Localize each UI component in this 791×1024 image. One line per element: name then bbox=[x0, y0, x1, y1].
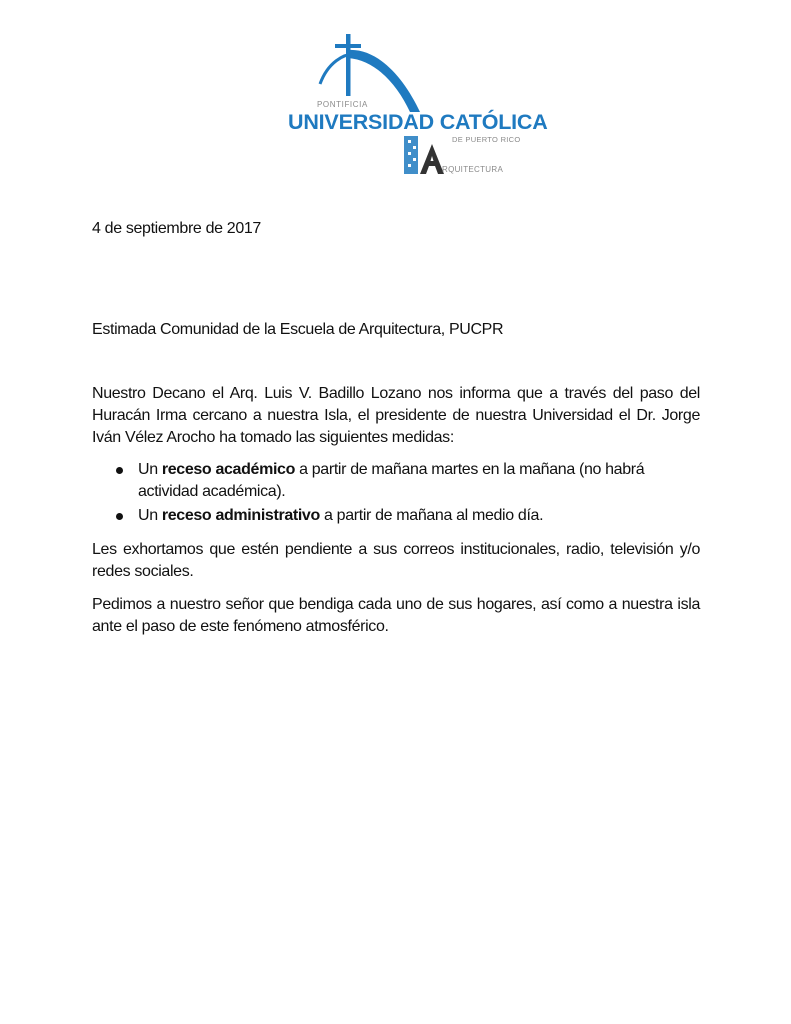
measures-list bbox=[112, 459, 700, 529]
bullet-bold-text: receso académico bbox=[161, 461, 296, 478]
letter-date: 4 de septiembre de 2017 bbox=[92, 220, 261, 237]
logo-pontificia-text: PONTIFICIA bbox=[317, 100, 368, 109]
bullet-icon bbox=[116, 467, 123, 474]
letter-paragraph-3: Pedimos a nuestro señor que bendiga cada uno de sus hogares, así como a nuestra isla ante el paso de este fenómeno atmosférico. bbox=[92, 596, 700, 635]
bullet-bold-text: receso administrativo bbox=[161, 507, 320, 524]
bullet-prefix: Un bbox=[138, 461, 162, 478]
bullet-suffix: a partir de mañana martes en la mañana (no habrá actividad académica). bbox=[138, 461, 645, 500]
bullet-prefix: Un bbox=[138, 507, 162, 524]
list-item bbox=[112, 505, 700, 527]
letter-paragraph-2: Les exhortamos que estén pendiente a sus correos institucionales, radio, televisión y/o redes sociales. bbox=[92, 541, 700, 580]
letter-paragraph-1: Nuestro Decano el Arq. Luis V. Badillo Lozano nos informa que a través del paso del Huracán Irma cercano a nuestra Isla, el presidente de nuestra Universidad el Dr. Jorge Iván Vélez Arocho ha tomado las siguientes medidas: bbox=[92, 385, 700, 446]
logo-university-name: UNIVERSIDAD CATÓLICA bbox=[288, 110, 548, 134]
bullet-suffix: a partir de mañana al medio día. bbox=[319, 507, 544, 524]
letter-salutation: Estimada Comunidad de la Escuela de Arquitectura, PUCPR bbox=[92, 321, 504, 338]
university-logo bbox=[282, 28, 548, 188]
list-item bbox=[112, 459, 700, 503]
bullet-icon bbox=[116, 513, 123, 520]
arquitectura-a-icon bbox=[404, 136, 444, 174]
logo-school-text: RQUITECTURA bbox=[442, 165, 504, 174]
logo-location-text: DE PUERTO RICO bbox=[452, 135, 521, 144]
